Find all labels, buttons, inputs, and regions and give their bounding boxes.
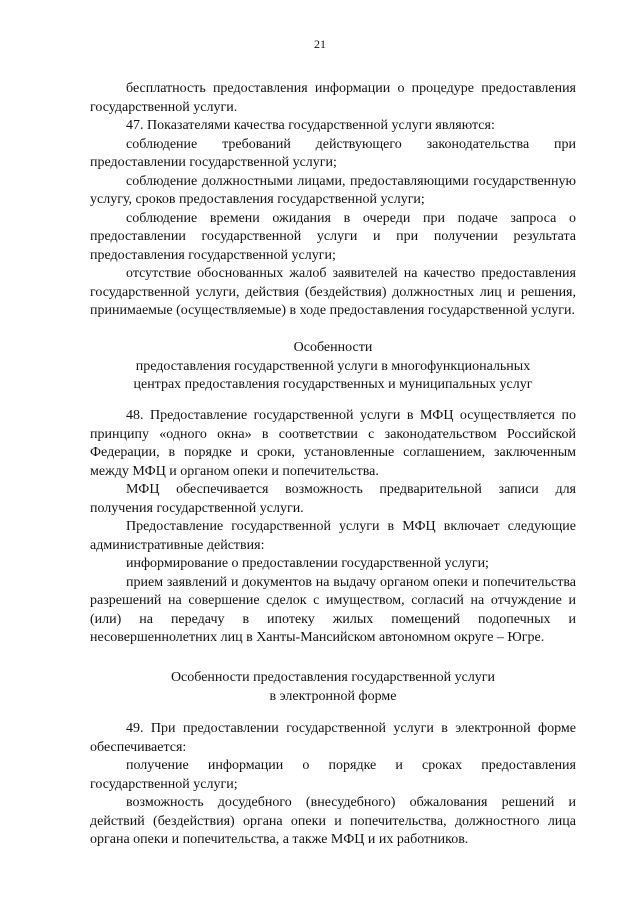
page-number: 21	[314, 37, 326, 51]
mfc-section	[90, 407, 576, 648]
heading-line: в электронной форме	[269, 688, 397, 704]
paragraph: информирование о предоставлении государственной услуги;	[126, 556, 489, 571]
paragraph: соблюдение требований действующего законодательства при предоставлении государственной услуги;	[90, 136, 576, 170]
paragraph: получение информации о порядке и сроках предоставления государственной услуги;	[90, 758, 576, 792]
paragraph: соблюдение должностными лицами, предоставляющими государственную услугу, сроков предоставления государственной услуги;	[90, 173, 576, 207]
paragraph: 48. Предоставление государственной услуги в МФЦ осуществляется по принципу «одного окна» в соответствии с законодательством Российской Федерации, в порядке и сроки, установленные соглашением, заключенным между МФЦ и органом опеки и попечительства.	[90, 408, 576, 479]
heading-line: Особенности	[293, 340, 373, 355]
paragraph: МФЦ обеспечивается возможность предварительной записи для получения государственной услуги.	[90, 482, 576, 516]
electronic-form-heading	[90, 669, 576, 706]
paragraph: возможность досудебного (внесудебного) обжалования решений и действий (бездействия) органа опеки и попечительства, должностного лица органа опеки и попечительства, а также МФЦ и их работников.	[90, 795, 576, 847]
paragraph: Предоставление государственной услуги в МФЦ включает следующие административные действия:	[90, 519, 576, 553]
paragraph: 49. При предоставлении государственной услуги в электронной форме обеспечивается:	[90, 721, 576, 755]
paragraph: отсутствие обоснованных жалоб заявителей на качество предоставления государственной услуги, действия (бездействия) должностных лиц и решения, принимаемые (осуществляемые) в ходе предоставления государственной услуги.	[90, 266, 576, 318]
paragraph: бесплатность предоставления информации о процедуре предоставления государственной услуги.	[90, 81, 576, 115]
paragraph: 47. Показателями качества государственной услуги являются:	[126, 118, 495, 133]
heading-line: предоставления государственной услуги в многофункциональных	[135, 358, 531, 374]
quality-indicators-section	[90, 80, 576, 321]
heading-line: Особенности предоставления государственной услуги	[170, 670, 496, 685]
heading-line: центрах предоставления государственных и муниципальных услуг	[133, 377, 533, 392]
mfc-section-heading	[90, 339, 576, 395]
paragraph: соблюдение времени ожидания в очереди при подаче запроса о предоставлении государственной услуги и при получении результата предоставления государственной услуги;	[90, 210, 576, 263]
electronic-form-section	[90, 720, 576, 850]
paragraph: прием заявлений и документов на выдачу органом опеки и попечительства разрешений на совершение сделок с имуществом, согласий на отчуждение и (или) на передачу в ипотеку жилых помещений подопечных и несовершеннолетних лиц в Ханты-Мансийском автономном округе – Югре.	[90, 574, 576, 645]
